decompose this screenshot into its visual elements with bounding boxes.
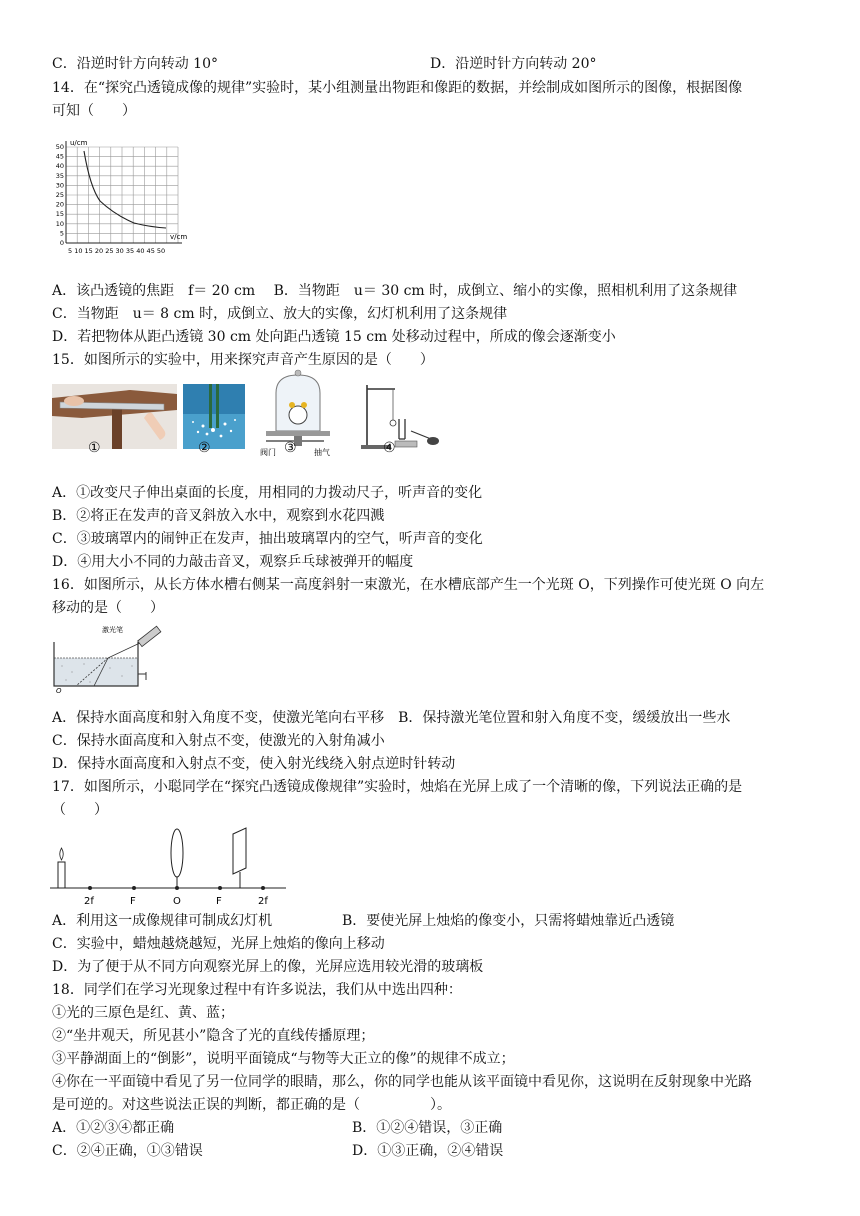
y-tick-label: 50: [55, 143, 64, 151]
y-tick-label: 45: [55, 152, 64, 161]
q15-figure-bell-jar: [258, 369, 348, 459]
y-tick-label: 20: [55, 200, 64, 209]
q16-option-a-b: A．保持水面高度和射入角度不变，使激光笔向右平移 B．保持激光笔位置和射入角度不变，缓缓放出一些水: [52, 710, 731, 726]
q14-option-d: D．若把物体从距凸透镜 30 cm 处向距凸透镜 15 cm 处移动过程中，所成的像会逐渐变小: [52, 329, 616, 345]
point-o-label: O: [56, 687, 62, 694]
q18-statement-4-line2: 是可逆的。对这些说法正误的判断，都正确的是（ ）。: [52, 1097, 451, 1113]
u-v-curve: [84, 151, 166, 228]
label-f-left: F: [130, 896, 136, 907]
q17-option-b: B．要使光屏上烛焰的像变小，只需将蜡烛靠近凸透镜: [342, 913, 675, 929]
convex-lens: [171, 829, 183, 877]
x-tick-labels: 5 10 15 20 25 30 35 40 45 50: [68, 247, 166, 255]
q15-figure-tuning-fork-water: [183, 384, 245, 449]
valve-label: 阀门: [260, 448, 276, 457]
q15-label-4: ④: [383, 440, 396, 456]
y-tick-label: 10: [55, 219, 64, 228]
q15-label-1: ①: [88, 440, 101, 456]
x-axis-label: v/cm: [170, 233, 188, 241]
label-2f-right: 2f: [258, 896, 268, 907]
q17-stem-line2: （ ）: [52, 802, 108, 818]
q13-option-d: D．沿逆时针方向转动 20°: [430, 56, 597, 72]
candle: [58, 862, 65, 888]
q15-option-b: B．②将正在发声的音叉斜放入水中，观察到水花四溅: [52, 508, 385, 524]
q15-stem: 15．如图所示的实验中，用来探究声音产生原因的是（ ）: [52, 352, 434, 368]
q17-stem-line1: 17．如图所示，小聪同学在“探究凸透镜成像规律”实验时，烛焰在光屏上成了一个清晰的像，下列说法正确的是: [52, 779, 743, 795]
y-tick-label: 5: [59, 229, 64, 238]
q15-figure-ping-pong: [355, 383, 445, 453]
q16-option-c: C．保持水面高度和入射点不变，使激光的入射角减小: [52, 733, 385, 749]
q15-label-2: ②: [198, 440, 211, 456]
y-tick-label: 40: [55, 162, 64, 171]
laser-pen-label: 激光笔: [102, 626, 123, 634]
q18-statement-4-line1: ④你在一平面镜中看见了另一位同学的眼睛，那么，你的同学也能从该平面镜中看见你，这说明在反射现象中光路: [52, 1074, 752, 1090]
y-tick-label: 15: [55, 210, 64, 219]
q18-statement-1: ①光的三原色是红、黄、蓝；: [52, 1005, 234, 1021]
q18-option-b: B．①②④错误，③正确: [352, 1120, 503, 1136]
q15-option-d: D．④用大小不同的力敲击音叉，观察乒乓球被弹开的幅度: [52, 554, 414, 570]
label-o: O: [173, 896, 181, 907]
q16-option-d: D．保持水面高度和入射点不变，使入射光线绕入射点逆时针转动: [52, 756, 456, 772]
q17-optical-bench-figure: [50, 826, 290, 908]
q16-stem-line1: 16．如图所示，从长方体水槽右侧某一高度斜射一束激光，在水槽底部产生一个光斑 O，下列操作可使光斑 O 向左: [52, 577, 765, 593]
y-tick-label: 0: [59, 239, 64, 247]
flame: [60, 848, 64, 860]
q14-option-c: C．当物距 u＝ 8 cm 时，成倒立、放大的实像，幻灯机利用了这条规律: [52, 306, 508, 322]
y-tick-label: 25: [55, 191, 64, 199]
alarm-clock-icon: [289, 406, 307, 424]
q16-water-tank-figure: [50, 622, 165, 694]
q15-option-c: C．③玻璃罩内的闹钟正在发声，抽出玻璃罩内的空气，听声音的变化: [52, 531, 483, 547]
q14-u-v-graph: [50, 135, 200, 260]
q16-stem-line2: 移动的是（ ）: [52, 600, 164, 616]
q15-label-3: ③: [284, 440, 297, 456]
q18-option-c: C．②④正确，①③错误: [52, 1143, 203, 1159]
y-axis-label: u/cm: [70, 139, 88, 147]
q13-option-c: C．沿逆时针方向转动 10°: [52, 56, 218, 72]
q15-option-a: A．①改变尺子伸出桌面的长度，用相同的力拨动尺子，听声音的变化: [52, 485, 483, 501]
label-2f-left: 2f: [84, 896, 94, 907]
q18-statement-2: ②“坐井观天，所见甚小”隐含了光的直线传播原理；: [52, 1028, 375, 1044]
light-screen: [233, 828, 246, 874]
pump-label: 抽气: [314, 448, 330, 457]
q17-option-d: D．为了便于从不同方向观察光屏上的像，光屏应选用较光滑的玻璃板: [52, 959, 484, 975]
label-f-right: F: [216, 896, 222, 907]
y-tick-label: 30: [55, 181, 64, 190]
q18-option-d: D．①③正确，②④错误: [352, 1143, 504, 1159]
q18-stem: 18．同学们在学习光现象过程中有许多说法，我们从中选出四种：: [52, 982, 462, 998]
q14-stem-line1: 14．在“探究凸透镜成像的规律”实验时，某小组测量出物距和像距的数据，并绘制成如图所示的图像，根据图像: [52, 80, 743, 96]
q15-figure-ruler: [52, 384, 177, 449]
q18-statement-3: ③平静湖面上的“倒影”，说明平面镜成“与物等大正立的像”的规律不成立；: [52, 1051, 515, 1067]
q17-option-a: A．利用这一成像规律可制成幻灯机: [52, 913, 273, 929]
q14-option-a-b: A．该凸透镜的焦距 f＝ 20 cm B．当物距 u＝ 30 cm 时，成倒立、缩小的实像，照相机利用了这条规律: [52, 283, 738, 299]
q17-option-c: C．实验中，蜡烛越烧越短，光屏上烛焰的像向上移动: [52, 936, 385, 952]
q18-option-a: A．①②③④都正确: [52, 1120, 175, 1136]
q14-stem-line2: 可知（ ）: [52, 103, 136, 119]
y-tick-label: 35: [55, 171, 64, 180]
